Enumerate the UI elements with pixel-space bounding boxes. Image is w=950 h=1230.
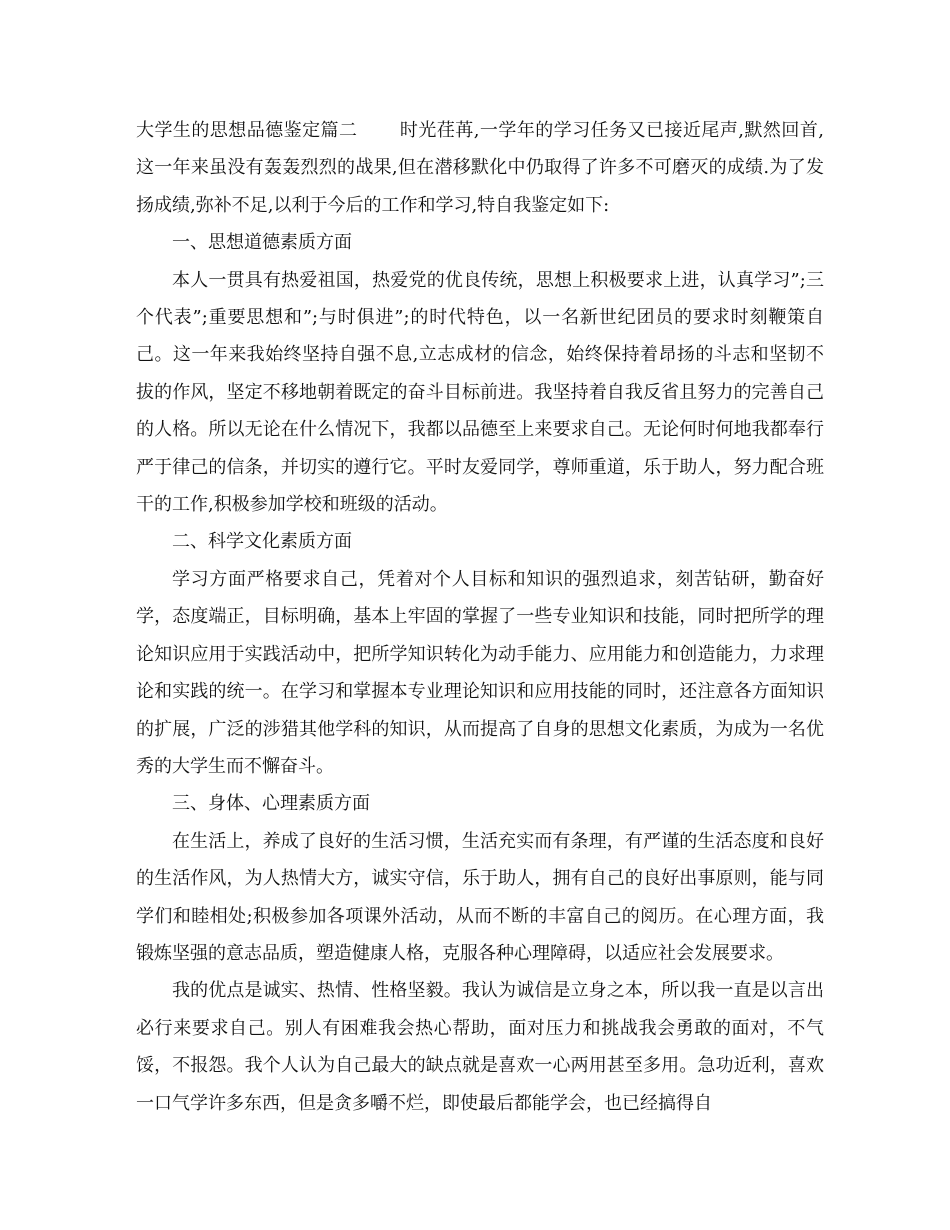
section-body: 学习方面严格要求自己，凭着对个人目标和知识的强烈追求，刻苦钻研，勤奋好学，态度端正，目标明确，基本上牢固的掌握了一些专业知识和技能，同时把所学的理论知识应用于实践活动中，把所学知识转化为动手能力、应用能力和创造能力，力求理论和实践的统一。在学习和掌握本专业理论知识和应用技能的同时，还注意各方面知识的扩展，广泛的涉猎其他学科的知识，从而提高了自身的思想文化素质，为成为一名优秀的大学生而不懈奋斗。 (136, 568, 824, 777)
document-title: 大学生的思想品德鉴定篇二 (136, 120, 358, 141)
section-heading: 二、科学文化素质方面 (172, 531, 352, 553)
intro-text: 时光荏苒,一学年的学习任务又已接近尾声,默然回首,这一年来虽没有轰轰烈烈的战果,但在潜移默化中仍取得了许多不可磨灭的成绩.为了发扬成绩,弥补不足,以利于今后的工作和学习,特自我鉴定如下: (136, 120, 825, 216)
closing-paragraph: 我的优点是诚实、热情、性格坚毅。我认为诚信是立身之本，所以我一直是以言出必行来要求自己。别人有困难我会热心帮助，面对压力和挑战我会勇敢的面对，不气馁，不报怨。我个人认为自己最大的缺点就是喜欢一心两用甚至多用。急功近利，喜欢一口气学许多东西，但是贪多嚼不烂，即使最后都能学会，也已经搞得自 (136, 980, 824, 1114)
section-body: 本人一贯具有热爱祖国，热爱党的优良传统，思想上积极要求上进，认真学习”;三个代表”;重要思想和”;与时俱进”;的时代特色，以一名新世纪团员的要求时刻鞭策自己。这一年来我始终坚持自强不息,立志成材的信念，始终保持着昂扬的斗志和坚韧不拔的作风，坚定不移地朝着既定的奋斗目标前进。我坚持着自我反省且努力的完善自己的人格。所以无论在什么情况下，我都以品德至上来要求自己。无论何时何地我都奉行严于律己的信条，并切实的遵行它。平时友爱同学，尊师重道，乐于助人，努力配合班干的工作,积极参加学校和班级的活动。 (136, 269, 824, 516)
document-body (136, 112, 824, 1122)
section-heading: 一、思想道德素质方面 (172, 232, 352, 254)
section-heading: 三、身体、心理素质方面 (172, 793, 370, 815)
intro-paragraph (136, 112, 824, 224)
section-body: 在生活上，养成了良好的生活习惯，生活充实而有条理，有严谨的生活态度和良好的生活作风，为人热情大方，诚实守信，乐于助人，拥有自己的良好出事原则，能与同学们和睦相处;积极参加各项课外活动，从而不断的丰富自己的阅历。在心理方面，我锻炼坚强的意志品质，塑造健康人格，克服各种心理障碍，以适应社会发展要求。 (136, 830, 824, 964)
